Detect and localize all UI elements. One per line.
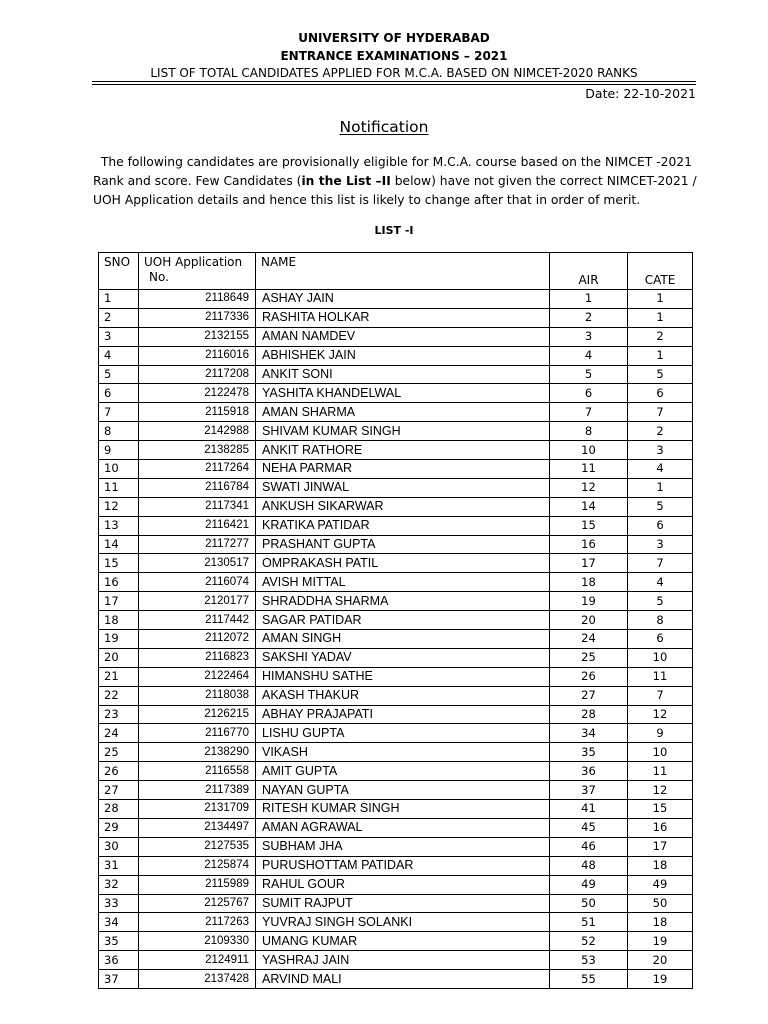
table-body <box>99 290 693 989</box>
cell-cate: 10 <box>628 743 693 762</box>
cell-application-no: 2117341 <box>139 497 256 516</box>
cell-application-no: 2117208 <box>139 365 256 384</box>
cell-name: SAKSHI YADAV <box>256 648 550 667</box>
cell-name: RITESH KUMAR SINGH <box>256 800 550 819</box>
cell-application-no: 2116421 <box>139 516 256 535</box>
cell-air: 51 <box>550 913 628 932</box>
cell-name: ARVIND MALI <box>256 970 550 989</box>
cell-cate: 19 <box>628 932 693 951</box>
cell-sno: 25 <box>99 743 139 762</box>
table-row <box>99 913 693 932</box>
cell-application-no: 2116770 <box>139 724 256 743</box>
cell-air: 1 <box>550 290 628 309</box>
table-row <box>99 724 693 743</box>
cell-application-no: 2122478 <box>139 384 256 403</box>
cell-cate: 1 <box>628 290 693 309</box>
table-row <box>99 630 693 649</box>
column-header-application: UOH Application No. <box>139 253 256 290</box>
cell-air: 15 <box>550 516 628 535</box>
table-row <box>99 441 693 460</box>
cell-cate: 7 <box>628 554 693 573</box>
cell-sno: 20 <box>99 648 139 667</box>
cell-application-no: 2118038 <box>139 686 256 705</box>
notification-paragraph: The following candidates are provisionally eligible for M.C.A. course based on the NIMCET -2021 Rank and score. Few Candidates (in the List –II below) have not given the correct NIMCET-2021 / UOH Application details and hence this list is likely to change after that in order of merit. <box>93 155 697 208</box>
document-date: Date: 22-10-2021 <box>585 86 696 101</box>
cell-application-no: 2127535 <box>139 837 256 856</box>
cell-name: NAYAN GUPTA <box>256 781 550 800</box>
cell-air: 35 <box>550 743 628 762</box>
cell-name: SUBHAM JHA <box>256 837 550 856</box>
cell-name: ABHISHEK JAIN <box>256 346 550 365</box>
cell-name: AMIT GUPTA <box>256 762 550 781</box>
cell-name: ASHAY JAIN <box>256 290 550 309</box>
table-row <box>99 592 693 611</box>
header-rule-top <box>92 81 696 82</box>
cell-application-no: 2115989 <box>139 875 256 894</box>
cell-name: AVISH MITTAL <box>256 573 550 592</box>
cell-cate: 5 <box>628 592 693 611</box>
cell-sno: 37 <box>99 970 139 989</box>
cell-cate: 3 <box>628 441 693 460</box>
cell-air: 37 <box>550 781 628 800</box>
candidate-table <box>98 252 693 989</box>
cell-name: ANKIT SONI <box>256 365 550 384</box>
cell-application-no: 2131709 <box>139 800 256 819</box>
cell-sno: 35 <box>99 932 139 951</box>
table-row <box>99 837 693 856</box>
cell-application-no: 2117264 <box>139 460 256 479</box>
list-description: LIST OF TOTAL CANDIDATES APPLIED FOR M.C.A. BASED ON NIMCET-2020 RANKS <box>150 66 638 80</box>
cell-cate: 6 <box>628 516 693 535</box>
cell-air: 3 <box>550 327 628 346</box>
cell-air: 52 <box>550 932 628 951</box>
exam-title: ENTRANCE EXAMINATIONS – 2021 <box>280 49 508 63</box>
cell-name: PURUSHOTTAM PATIDAR <box>256 856 550 875</box>
table-row <box>99 667 693 686</box>
cell-application-no: 2115918 <box>139 403 256 422</box>
cell-cate: 49 <box>628 875 693 894</box>
table-row <box>99 951 693 970</box>
cell-sno: 31 <box>99 856 139 875</box>
table-row <box>99 535 693 554</box>
cell-application-no: 2116016 <box>139 346 256 365</box>
cell-application-no: 2116823 <box>139 648 256 667</box>
cell-air: 24 <box>550 630 628 649</box>
cell-cate: 1 <box>628 478 693 497</box>
cell-sno: 34 <box>99 913 139 932</box>
cell-air: 41 <box>550 800 628 819</box>
cell-name: AMAN AGRAWAL <box>256 818 550 837</box>
cell-name: NEHA PARMAR <box>256 460 550 479</box>
cell-cate: 19 <box>628 970 693 989</box>
cell-sno: 32 <box>99 875 139 894</box>
cell-application-no: 2120177 <box>139 592 256 611</box>
cell-air: 49 <box>550 875 628 894</box>
cell-name: YUVRAJ SINGH SOLANKI <box>256 913 550 932</box>
cell-cate: 8 <box>628 611 693 630</box>
cell-sno: 5 <box>99 365 139 384</box>
cell-air: 11 <box>550 460 628 479</box>
cell-cate: 10 <box>628 648 693 667</box>
cell-sno: 29 <box>99 818 139 837</box>
cell-cate: 7 <box>628 403 693 422</box>
cell-cate: 6 <box>628 630 693 649</box>
cell-application-no: 2116074 <box>139 573 256 592</box>
table-row <box>99 573 693 592</box>
table-row <box>99 346 693 365</box>
cell-air: 48 <box>550 856 628 875</box>
cell-application-no: 2112072 <box>139 630 256 649</box>
table-row <box>99 743 693 762</box>
cell-name: PRASHANT GUPTA <box>256 535 550 554</box>
table-row <box>99 327 693 346</box>
cell-cate: 11 <box>628 667 693 686</box>
cell-application-no: 2132155 <box>139 327 256 346</box>
cell-air: 2 <box>550 308 628 327</box>
cell-air: 8 <box>550 422 628 441</box>
cell-cate: 50 <box>628 894 693 913</box>
cell-name: ANKUSH SIKARWAR <box>256 497 550 516</box>
cell-air: 46 <box>550 837 628 856</box>
cell-air: 6 <box>550 384 628 403</box>
cell-application-no: 2125874 <box>139 856 256 875</box>
cell-application-no: 2138285 <box>139 441 256 460</box>
cell-sno: 3 <box>99 327 139 346</box>
table-row <box>99 856 693 875</box>
cell-cate: 18 <box>628 856 693 875</box>
cell-name: OMPRAKASH PATIL <box>256 554 550 573</box>
cell-name: SAGAR PATIDAR <box>256 611 550 630</box>
cell-name: RAHUL GOUR <box>256 875 550 894</box>
cell-cate: 20 <box>628 951 693 970</box>
cell-sno: 2 <box>99 308 139 327</box>
table-row <box>99 611 693 630</box>
cell-air: 28 <box>550 705 628 724</box>
cell-sno: 17 <box>99 592 139 611</box>
cell-sno: 4 <box>99 346 139 365</box>
cell-sno: 33 <box>99 894 139 913</box>
cell-cate: 17 <box>628 837 693 856</box>
cell-name: SUMIT RAJPUT <box>256 894 550 913</box>
cell-air: 7 <box>550 403 628 422</box>
cell-name: RASHITA HOLKAR <box>256 308 550 327</box>
cell-name: UMANG KUMAR <box>256 932 550 951</box>
cell-sno: 1 <box>99 290 139 309</box>
table-row <box>99 290 693 309</box>
cell-name: SHRADDHA SHARMA <box>256 592 550 611</box>
table-row <box>99 422 693 441</box>
cell-sno: 21 <box>99 667 139 686</box>
cell-name: LISHU GUPTA <box>256 724 550 743</box>
cell-sno: 30 <box>99 837 139 856</box>
list-title: LIST -I <box>374 224 414 237</box>
cell-air: 10 <box>550 441 628 460</box>
cell-application-no: 2117442 <box>139 611 256 630</box>
cell-cate: 12 <box>628 781 693 800</box>
cell-sno: 13 <box>99 516 139 535</box>
cell-name: HIMANSHU SATHE <box>256 667 550 686</box>
cell-sno: 10 <box>99 460 139 479</box>
cell-sno: 15 <box>99 554 139 573</box>
cell-sno: 7 <box>99 403 139 422</box>
cell-application-no: 2117336 <box>139 308 256 327</box>
table-row <box>99 308 693 327</box>
cell-cate: 6 <box>628 384 693 403</box>
column-header-sno: SNO <box>99 253 139 290</box>
column-header-name: NAME <box>256 253 550 290</box>
cell-sno: 36 <box>99 951 139 970</box>
cell-sno: 27 <box>99 781 139 800</box>
table-row <box>99 686 693 705</box>
cell-air: 27 <box>550 686 628 705</box>
cell-air: 12 <box>550 478 628 497</box>
cell-air: 45 <box>550 818 628 837</box>
cell-air: 20 <box>550 611 628 630</box>
cell-name: SWATI JINWAL <box>256 478 550 497</box>
cell-application-no: 2124911 <box>139 951 256 970</box>
cell-air: 25 <box>550 648 628 667</box>
table-row <box>99 365 693 384</box>
column-header-cate: CATE <box>628 253 693 290</box>
cell-air: 17 <box>550 554 628 573</box>
cell-cate: 4 <box>628 460 693 479</box>
cell-cate: 2 <box>628 422 693 441</box>
cell-sno: 9 <box>99 441 139 460</box>
cell-cate: 11 <box>628 762 693 781</box>
column-header-air: AIR <box>550 253 628 290</box>
table-row <box>99 554 693 573</box>
cell-name: VIKASH <box>256 743 550 762</box>
table-row <box>99 762 693 781</box>
cell-application-no: 2117277 <box>139 535 256 554</box>
cell-cate: 18 <box>628 913 693 932</box>
cell-sno: 11 <box>99 478 139 497</box>
cell-cate: 2 <box>628 327 693 346</box>
cell-application-no: 2117389 <box>139 781 256 800</box>
cell-name: AMAN SINGH <box>256 630 550 649</box>
cell-application-no: 2118649 <box>139 290 256 309</box>
cell-sno: 12 <box>99 497 139 516</box>
cell-cate: 1 <box>628 346 693 365</box>
cell-air: 19 <box>550 592 628 611</box>
table-row <box>99 460 693 479</box>
table-row <box>99 384 693 403</box>
cell-sno: 6 <box>99 384 139 403</box>
table-row <box>99 800 693 819</box>
table-row <box>99 516 693 535</box>
cell-cate: 12 <box>628 705 693 724</box>
table-header-row <box>99 253 693 290</box>
cell-application-no: 2137428 <box>139 970 256 989</box>
cell-name: AKASH THAKUR <box>256 686 550 705</box>
cell-cate: 3 <box>628 535 693 554</box>
cell-name: YASHRAJ JAIN <box>256 951 550 970</box>
cell-application-no: 2109330 <box>139 932 256 951</box>
university-name: UNIVERSITY OF HYDERABAD <box>298 31 490 45</box>
table-row <box>99 875 693 894</box>
cell-sno: 19 <box>99 630 139 649</box>
table-row <box>99 478 693 497</box>
cell-application-no: 2116784 <box>139 478 256 497</box>
cell-air: 53 <box>550 951 628 970</box>
cell-cate: 9 <box>628 724 693 743</box>
cell-name: AMAN SHARMA <box>256 403 550 422</box>
cell-sno: 14 <box>99 535 139 554</box>
cell-name: ANKIT RATHORE <box>256 441 550 460</box>
table-row <box>99 970 693 989</box>
table-row <box>99 894 693 913</box>
cell-sno: 8 <box>99 422 139 441</box>
cell-sno: 26 <box>99 762 139 781</box>
table-row <box>99 781 693 800</box>
header-rule-bottom <box>92 84 696 85</box>
cell-cate: 16 <box>628 818 693 837</box>
cell-cate: 7 <box>628 686 693 705</box>
table-row <box>99 648 693 667</box>
table-row <box>99 705 693 724</box>
cell-air: 16 <box>550 535 628 554</box>
cell-application-no: 2126215 <box>139 705 256 724</box>
cell-application-no: 2122464 <box>139 667 256 686</box>
cell-sno: 28 <box>99 800 139 819</box>
cell-sno: 24 <box>99 724 139 743</box>
cell-sno: 18 <box>99 611 139 630</box>
notification-heading: Notification <box>339 118 429 136</box>
cell-air: 55 <box>550 970 628 989</box>
cell-air: 50 <box>550 894 628 913</box>
cell-application-no: 2142988 <box>139 422 256 441</box>
table-row <box>99 818 693 837</box>
table-row <box>99 403 693 422</box>
cell-application-no: 2134497 <box>139 818 256 837</box>
cell-name: ABHAY PRAJAPATI <box>256 705 550 724</box>
cell-air: 5 <box>550 365 628 384</box>
cell-name: SHIVAM KUMAR SINGH <box>256 422 550 441</box>
cell-application-no: 2117263 <box>139 913 256 932</box>
cell-cate: 1 <box>628 308 693 327</box>
table-row <box>99 497 693 516</box>
cell-cate: 5 <box>628 497 693 516</box>
cell-sno: 23 <box>99 705 139 724</box>
cell-sno: 16 <box>99 573 139 592</box>
cell-name: AMAN NAMDEV <box>256 327 550 346</box>
table-row <box>99 932 693 951</box>
cell-name: YASHITA KHANDELWAL <box>256 384 550 403</box>
cell-air: 26 <box>550 667 628 686</box>
cell-air: 4 <box>550 346 628 365</box>
cell-application-no: 2116558 <box>139 762 256 781</box>
cell-application-no: 2130517 <box>139 554 256 573</box>
cell-air: 14 <box>550 497 628 516</box>
cell-air: 18 <box>550 573 628 592</box>
cell-sno: 22 <box>99 686 139 705</box>
cell-name: KRATIKA PATIDAR <box>256 516 550 535</box>
cell-cate: 4 <box>628 573 693 592</box>
cell-air: 34 <box>550 724 628 743</box>
cell-air: 36 <box>550 762 628 781</box>
cell-cate: 15 <box>628 800 693 819</box>
cell-cate: 5 <box>628 365 693 384</box>
list-ii-reference: in the List –II <box>301 174 391 189</box>
cell-application-no: 2138290 <box>139 743 256 762</box>
cell-application-no: 2125767 <box>139 894 256 913</box>
